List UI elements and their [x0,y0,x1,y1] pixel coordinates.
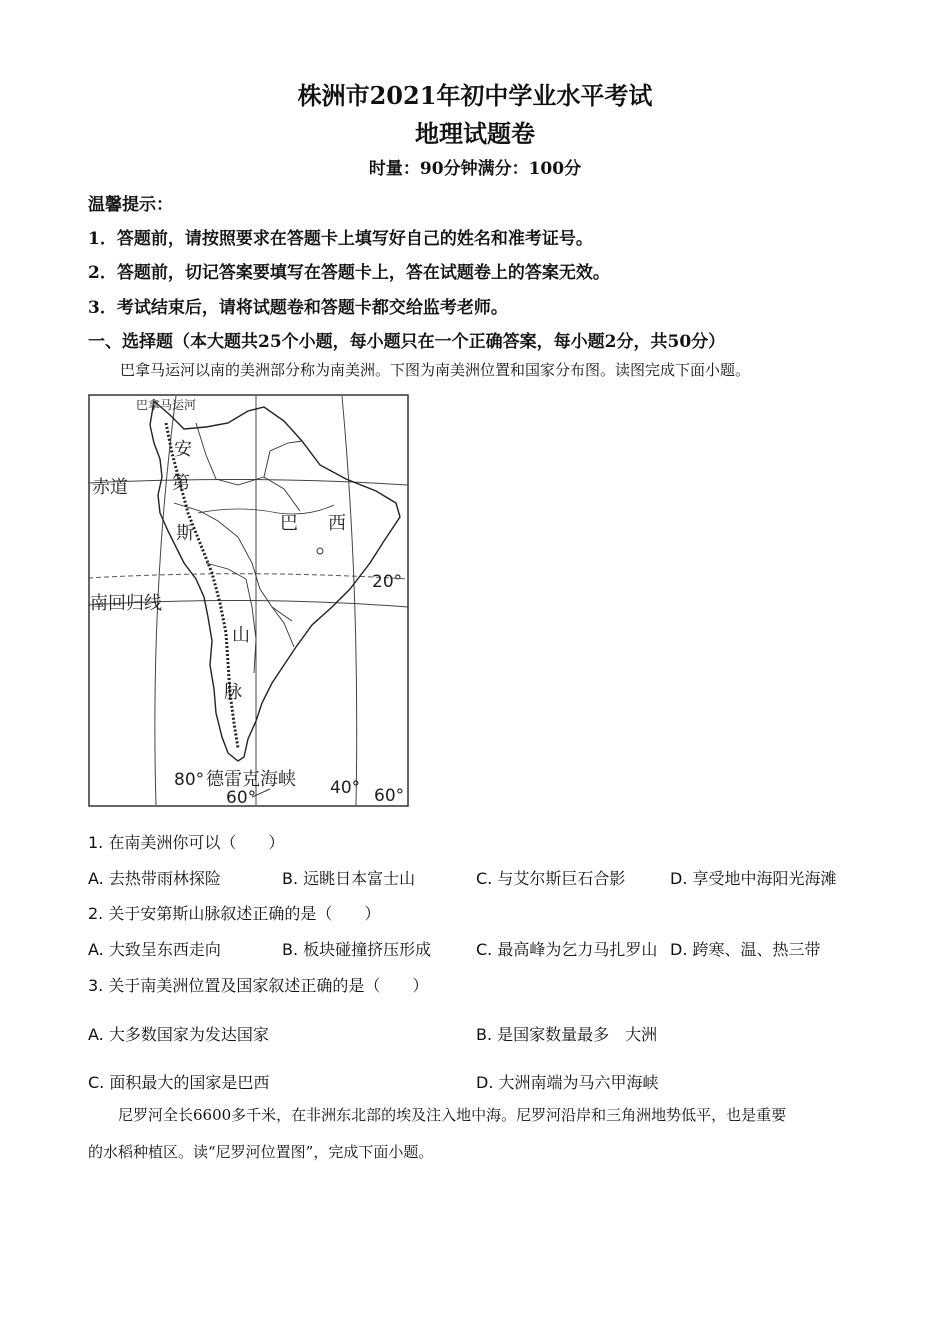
option-d: D. 大洲南端为马六甲海峡 [476,1073,659,1092]
option-a: A. 大致呈东西走向 [88,940,221,959]
south-america-map [88,393,410,808]
option-b: B. 是国家数量最多 大洲 [476,1025,658,1044]
tip-item: 2．答题前，切记答案要填写在答题卡上，答在试题卷上的答案无效。 [88,263,610,283]
label-drake-passage: 德雷克海峡 [206,769,296,790]
option-a: A. 大多数国家为发达国家 [88,1025,269,1044]
question-stem: 3. 关于南美洲位置及国家叙述正确的是（ ） [88,976,429,995]
label-lon-60-right: 60° [374,786,405,806]
section-intro: 巴拿马运河以南的美洲部分称为南美洲。下图为南美洲位置和国家分布图。读图完成下面小题。 [120,361,751,379]
option-b: B. 远眺日本富士山 [282,869,416,888]
tips-heading: 温馨提示： [88,195,173,215]
tip-item: 1．答题前，请按照要求在答题卡上填写好自己的姓名和准考证号。 [88,229,593,249]
label-andes: 第 [172,473,190,494]
option-a: A. 去热带雨林探险 [88,869,221,888]
question-stem: 2. 关于安第斯山脉叙述正确的是（ ） [88,904,381,923]
label-andes: 斯 [176,523,194,544]
exam-subtitle: 地理试题卷 [415,119,535,148]
label-andes: 安 [174,439,192,460]
option-d: D. 跨寒、温、热三带 [670,940,821,959]
option-c: C. 最高峰为乞力马扎罗山 [476,940,658,959]
label-equator: 赤道 [92,477,128,498]
option-b: B. 板块碰撞挤压形成 [282,940,432,959]
label-panama-canal: 巴拿马运河 [136,398,197,412]
question-stem: 1. 在南美洲你可以（ ） [88,833,285,852]
label-andes: 脉 [224,682,242,703]
exam-meta: 时量：90分钟满分：100分 [368,159,582,179]
label-lat-20: 20° [372,572,403,592]
exam-title: 株洲市2021年初中学业水平考试 [297,81,653,110]
label-brazil: 巴 [280,513,298,534]
section-heading: 一、选择题（本大题共25个小题，每小题只在一个正确答案，每小题2分，共50分） [88,332,726,352]
label-tropic-capricorn: 南回归线 [90,593,162,614]
label-brazil: 西 [328,513,346,534]
label-lon-40: 40° [330,778,361,798]
option-d: D. 享受地中海阳光海滩 [670,869,837,888]
label-lon-80: 80° [174,770,205,790]
option-c: C. 与艾尔斯巨石合影 [476,869,626,888]
nile-passage-line: 尼罗河全长6600多千米，在非洲东北部的埃及注入地中海。尼罗河沿岸和三角洲地势低平，也是重要 [118,1106,787,1124]
option-c: C. 面积最大的国家是巴西 [88,1073,270,1092]
label-lon-60-left: 60° [226,788,257,808]
tip-item: 3．考试结束后，请将试题卷和答题卡都交给监考老师。 [88,298,508,318]
nile-passage-line: 的水稻种植区。读“尼罗河位置图”，完成下面小题。 [88,1143,434,1161]
label-andes: 山 [232,625,250,646]
